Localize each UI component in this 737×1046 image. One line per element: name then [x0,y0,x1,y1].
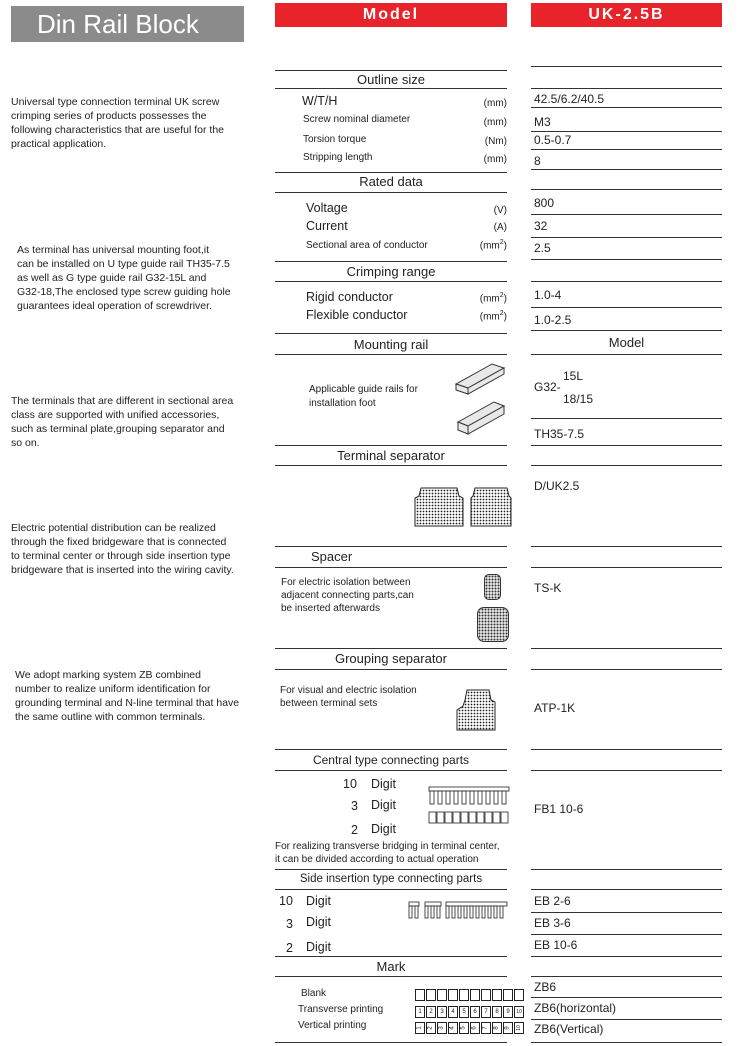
mark-cell [426,1022,436,1034]
central-digit-label: Digit [371,822,397,836]
outline-label: Screw nominal diameter [303,114,411,125]
divider [275,669,507,670]
unit-superscript: 2 [499,239,504,246]
unit-text: (mm [479,311,500,323]
mark-cell [437,1022,447,1034]
divider [531,749,722,750]
mark-cell: 4 [448,1006,458,1018]
description-line: Electric potential distribution can be realized [11,522,216,534]
side-digit-label: Digit [306,940,332,954]
divider [275,333,507,334]
divider [275,261,507,262]
divider [531,648,722,649]
grouping-desc-line: between terminal sets [280,698,378,709]
description-5 [15,668,265,724]
page-title: Din Rail Block [11,6,244,42]
divider [275,546,507,547]
divider [531,912,722,913]
grouping-value: ATP-1K [534,701,576,715]
mark-cell: 10 [514,1006,524,1018]
mark-value: ZB6(horizontal) [534,1001,617,1015]
divider [531,281,722,282]
th35-value: TH35-7.5 [534,427,585,441]
outline-value: 0.5-0.7 [534,133,572,147]
divider [531,770,722,771]
g32-prefix: G32- [534,380,561,394]
mark-cell [415,989,425,1001]
description-line: G32-18,The enclosed type screw guiding hole [17,286,231,298]
description-line: crimping series of products possesses the [11,110,207,122]
mark-cell [426,989,436,1001]
description-line: can be installed on U type guide rail TH35-7.5 [17,258,230,270]
section-mark: Mark [376,959,406,974]
divider [531,354,722,355]
side-digit-label: Digit [306,894,332,908]
description-line: We adopt marking system ZB combined [15,669,201,681]
description-line: number to realize uniform identification for [15,683,211,695]
divider [275,976,507,977]
divider [275,956,507,957]
divider [275,281,507,282]
mark-cell: 3 [437,1006,447,1018]
mark-cell [503,989,513,1001]
mark-number: 2 [428,1026,434,1030]
central-note [275,840,500,866]
section-outline-size: Outline size [357,72,425,87]
central-bridge-icon [428,786,510,826]
divider [531,445,722,446]
side-value: EB 2-6 [534,894,571,908]
section-spacer: Spacer [311,549,353,564]
description-1 [11,95,261,151]
crimping-label: Rigid conductor [306,290,393,304]
mark-cell [514,1022,524,1034]
model-subheading: Model [608,335,645,350]
spacer-value: TS-K [534,581,562,595]
mark-cell: 7 [481,1006,491,1018]
divider [531,546,722,547]
outline-unit: (mm) [483,154,507,165]
central-digit-count: 3 [351,799,358,813]
grouping-desc [280,684,417,710]
unit-text: (mm [479,240,500,252]
g32-top: 15L [563,369,584,383]
mark-number: 6 [472,1026,478,1030]
divider [531,107,722,108]
unit-text: (mm [479,293,500,305]
mark-number: 5 [461,1026,467,1030]
rated-value: 2.5 [534,241,551,255]
mark-cell [415,1022,425,1034]
mark-number: 4 [450,1026,456,1030]
central-note-line: For realizing transverse bridging in terminal center, [275,841,500,852]
mark-cell [448,1022,458,1034]
mark-cell [470,989,480,1001]
divider [275,889,507,890]
unit-superscript: 2 [499,292,504,299]
divider [531,1019,722,1020]
crimping-value: 1.0-4 [534,288,562,302]
description-4 [11,521,261,577]
central-digit-label: Digit [371,777,397,791]
mark-number: 7 [483,1026,489,1030]
divider [531,330,722,331]
outline-label: Torsion torque [303,134,367,145]
divider [275,749,507,750]
divider [275,192,507,193]
divider [531,131,722,132]
description-line: such as terminal plate,grouping separator and [11,423,225,435]
model-header: Model [275,3,507,27]
mark-label: Blank [301,988,327,999]
rated-unit: (V) [493,205,507,216]
mark-cell: 2 [426,1006,436,1018]
rated-unit: (A) [493,222,507,233]
outline-unit: (mm) [483,117,507,128]
divider [275,567,507,568]
mark-number: 10 [516,1025,522,1031]
mark-number: 9 [505,1026,511,1030]
description-line: class are supported with unified accessories, [11,409,220,421]
description-line: the same outline with common terminals. [15,711,206,723]
section-mounting-rail: Mounting rail [353,337,429,352]
divider [531,418,722,419]
section-crimping-range: Crimping range [346,264,436,279]
side-value: EB 10-6 [534,938,578,952]
divider [531,259,722,260]
unit-text: ) [503,311,507,323]
divider [531,169,722,170]
mark-cell [437,989,447,1001]
mark-number: 8 [494,1026,500,1030]
description-line: as well as G type guide rail G32-15L and [17,272,207,284]
divider [275,354,507,355]
mounting-desc [309,383,418,411]
unit-text: ) [503,293,507,305]
divider [275,648,507,649]
central-value: FB1 10-6 [534,802,584,816]
section-central-connecting: Central type connecting parts [312,753,470,767]
divider [275,869,507,870]
spacer-desc [281,576,414,615]
divider [531,237,722,238]
description-2 [17,243,262,313]
outline-label: W/T/H [302,94,338,108]
section-grouping-separator: Grouping separator [334,651,447,666]
side-digit-label: Digit [306,915,332,929]
crimping-unit [447,292,507,304]
central-digit-count: 2 [351,823,358,837]
mark-value: ZB6 [534,980,557,994]
spacer-small-icon [484,574,501,600]
description-line: bridgeware that is inserted into the wiring cavity. [11,564,234,576]
divider [531,976,722,977]
mark-cell [514,989,524,1001]
grouping-desc-line: For visual and electric isolation [280,685,417,696]
mark-cell [459,989,469,1001]
mark-cell [470,1022,480,1034]
mark-cell: 5 [459,1006,469,1018]
rated-value: 32 [534,219,548,233]
divider [531,214,722,215]
divider [531,869,722,870]
outline-unit: (Nm) [484,136,507,147]
description-line: practical application. [11,138,107,150]
rated-label: Voltage [306,201,348,215]
mark-strip-horizontal [415,1006,524,1018]
description-line: guarantees ideal operation of screwdriver. [17,300,212,312]
rated-label: Current [306,219,348,233]
divider [531,669,722,670]
description-line: through the fixed bridgeware that is connected [11,536,227,548]
separator-value: D/UK2.5 [534,479,580,493]
unit-superscript: 2 [499,310,504,317]
outline-value: 8 [534,154,541,168]
mark-cell [481,989,491,1001]
guide-rail-icon [452,356,508,440]
divider [531,934,722,935]
outline-label: Stripping length [303,152,373,163]
divider [531,1042,722,1043]
divider [275,445,507,446]
mark-cell [492,989,502,1001]
description-line: Universal type connection terminal UK screw [11,96,220,108]
section-terminal-separator: Terminal separator [337,448,445,463]
unit-text: ) [503,240,507,252]
spacer-desc-line: be inserted afterwards [281,603,380,614]
divider [275,70,507,71]
divider [275,465,507,466]
outline-unit: (mm) [483,98,507,109]
description-line: As terminal has universal mounting foot,it [17,244,210,256]
mark-strip-vertical [415,1022,524,1034]
product-header: UK-2.5B [531,3,722,27]
description-line: to terminal center or through side insertion type [11,550,231,562]
central-digit-count: 10 [343,777,357,791]
mounting-desc-line: Applicable guide rails for [309,384,418,395]
g32-bottom: 18/15 [563,392,594,406]
divider [531,307,722,308]
mark-number: 1 [417,1026,423,1030]
grouping-separator-icon [455,688,499,732]
divider [531,889,722,890]
description-line: following characteristics that are useful for the [11,124,225,136]
mark-cell: 8 [492,1006,502,1018]
mounting-desc-line: installation foot [309,398,376,409]
spacer-desc-line: adjacent connecting parts,can [281,590,414,601]
side-digit-count: 3 [286,917,293,931]
mark-cell [448,989,458,1001]
mark-value: ZB6(Vertical) [534,1022,604,1036]
crimping-label: Flexible conductor [306,308,408,322]
mark-cell: 1 [415,1006,425,1018]
mark-cell: 9 [503,1006,513,1018]
divider [275,88,507,89]
divider [531,189,722,190]
mark-number: 3 [439,1026,445,1030]
description-line: grounding terminal and N-line terminal that have [15,697,240,709]
description-3 [11,394,261,450]
central-digit-label: Digit [371,798,397,812]
crimping-value: 1.0-2.5 [534,313,572,327]
divider [275,1042,507,1043]
mark-cell [503,1022,513,1034]
divider [531,88,722,89]
divider [531,956,722,957]
outline-value: 42.5/6.2/40.5 [534,92,605,106]
crimping-unit [447,310,507,322]
mark-label: Transverse printing [298,1004,384,1015]
divider [531,66,722,67]
description-line: The terminals that are different in sectional area [11,395,234,407]
divider [275,770,507,771]
divider [531,149,722,150]
spacer-large-icon [477,607,509,642]
section-side-insertion: Side insertion type connecting parts [299,873,483,885]
side-digit-count: 10 [279,894,293,908]
divider [275,172,507,173]
rated-value: 800 [534,196,555,210]
description-line: so on. [11,437,40,449]
side-digit-count: 2 [286,941,293,955]
spacer-desc-line: For electric isolation between [281,577,411,588]
divider [531,567,722,568]
mark-cell: 6 [470,1006,480,1018]
section-rated-data: Rated data [359,174,423,189]
mark-cell [492,1022,502,1034]
rated-label: Sectional area of conductor [306,240,428,251]
terminal-separator-icon [413,486,513,528]
central-note-line: it can be divided according to actual operation [275,854,479,865]
mark-cell [459,1022,469,1034]
mark-strip-blank [415,989,524,1001]
side-value: EB 3-6 [534,916,571,930]
divider [531,465,722,466]
side-bridge-icon [408,900,508,922]
outline-value: M3 [534,115,551,129]
mark-label: Vertical printing [298,1020,367,1031]
rated-unit [447,239,507,251]
divider [531,997,722,998]
mark-cell [481,1022,491,1034]
